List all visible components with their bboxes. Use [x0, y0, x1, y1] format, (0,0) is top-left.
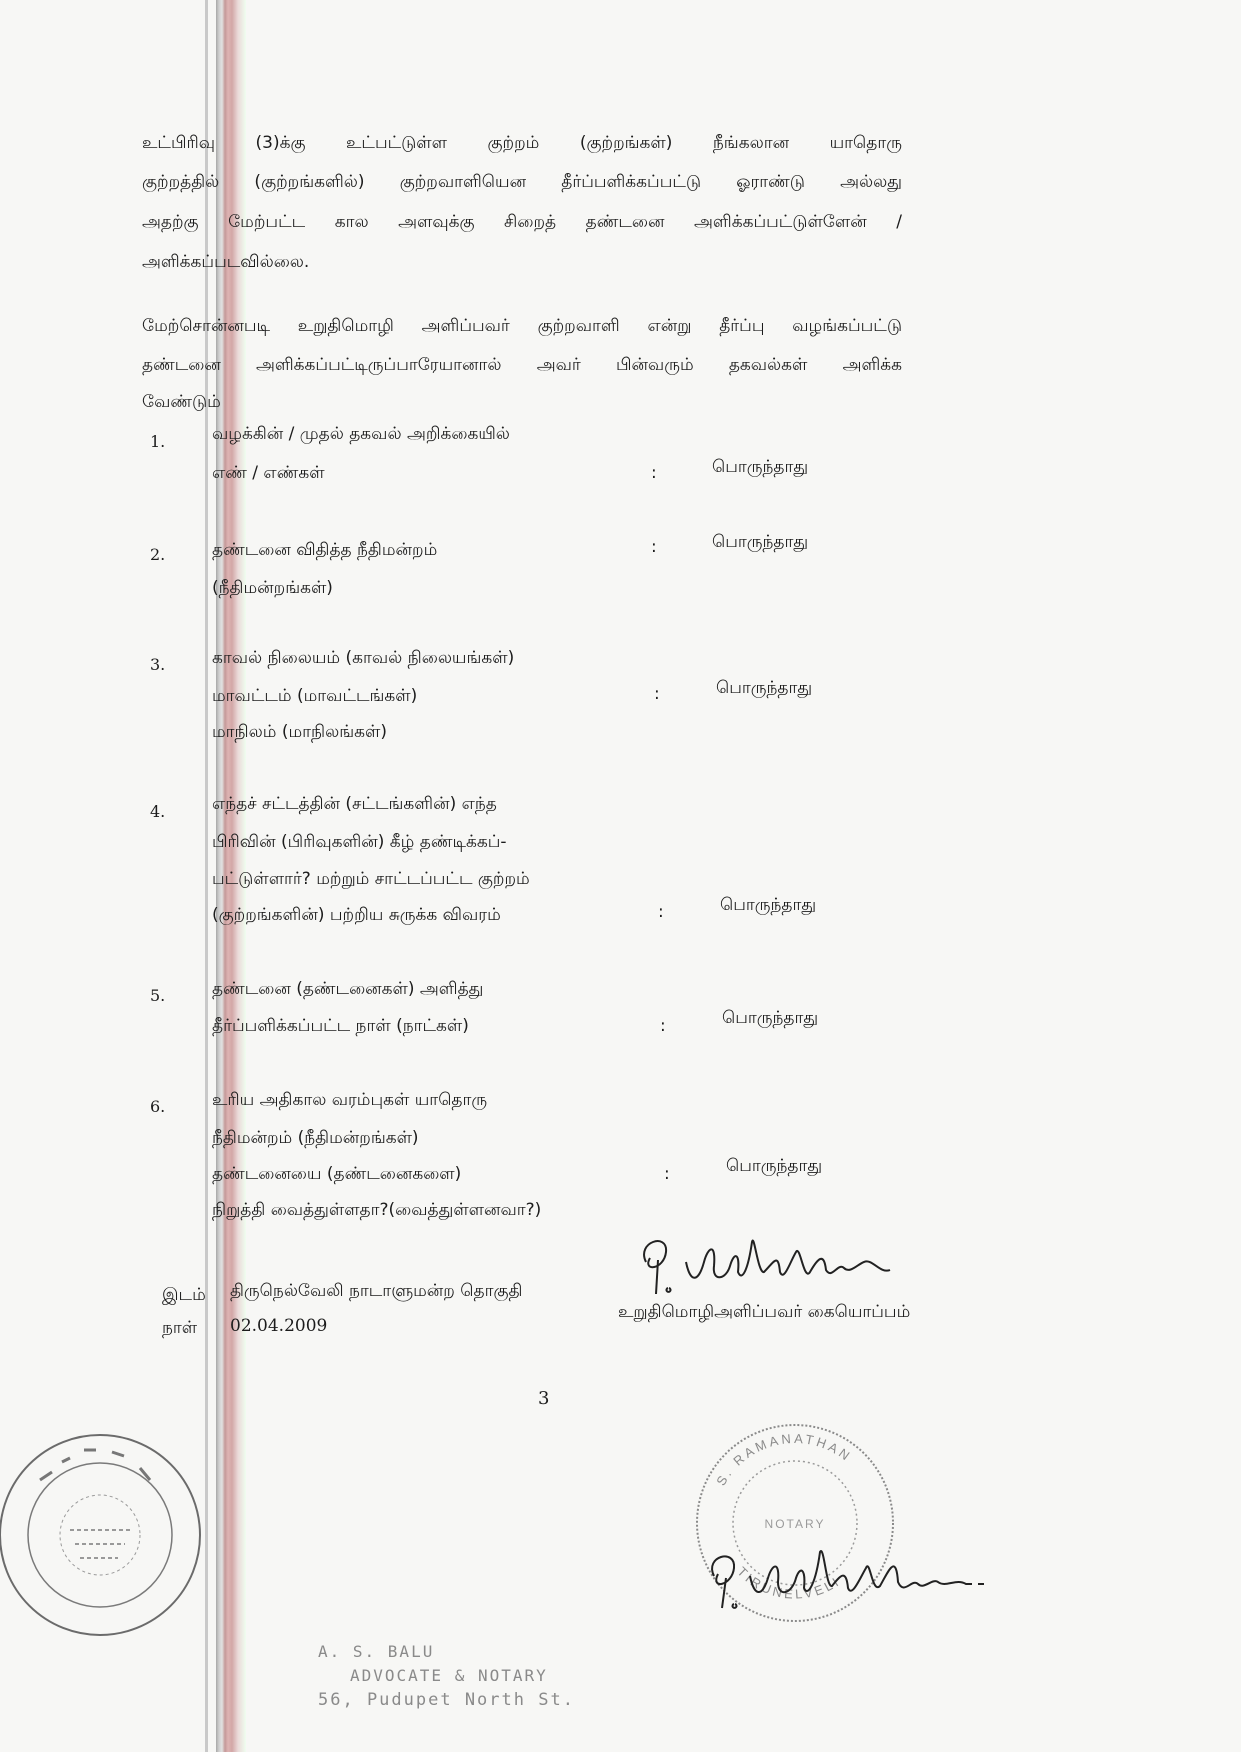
- place-label: இடம்: [162, 1285, 206, 1305]
- item-number: 1.: [150, 432, 166, 451]
- item-colon: :: [664, 1164, 670, 1184]
- para2-line-3: வேண்டும்: [142, 392, 221, 412]
- seal-top-text: S. RAMANATHAN: [713, 1430, 855, 1489]
- item-colon: :: [651, 537, 657, 557]
- footer-stamp-line-1: A. S. BALU: [318, 1642, 435, 1661]
- signature-scribble-2: [700, 1538, 1020, 1618]
- item-number: 6.: [150, 1097, 166, 1116]
- item-number: 4.: [150, 802, 166, 821]
- signature-caption: உறுதிமொழிஅளிப்பவர் கையொப்பம்: [618, 1302, 911, 1322]
- item-text: தண்டனை (தண்டனைகள்) அளித்து: [212, 979, 484, 999]
- item-text: நீதிமன்றம் (நீதிமன்றங்கள்): [212, 1128, 419, 1148]
- item-text: மாநிலம் (மாநிலங்கள்): [212, 722, 387, 742]
- place-value: திருநெல்வேலி நாடாளுமன்ற தொகுதி: [230, 1281, 523, 1301]
- item-text: உரிய அதிகால வரம்புகள் யாதொரு: [212, 1090, 488, 1110]
- intro-line-1: உட்பிரிவு (3)க்கு உட்பட்டுள்ள குற்றம் (குற்றங்கள்) நீங்கலான யாதொரு: [142, 133, 902, 153]
- seal-bottom-text: TIRUNELVELI: [734, 1563, 844, 1602]
- date-value: 02.04.2009: [230, 1316, 328, 1336]
- item-number: 2.: [150, 545, 166, 564]
- date-label: நாள்: [162, 1318, 198, 1338]
- item-text: தீர்ப்பளிக்கப்பட்ட நாள் (நாட்கள்): [212, 1016, 469, 1036]
- item-colon: :: [654, 684, 660, 704]
- para2-line-1: மேற்சொன்னபடி உறுதிமொழி அளிப்பவர் குற்றவாளி என்று தீர்ப்பு வழங்கப்பட்டு: [142, 316, 902, 336]
- item-text: தண்டனை விதித்த நீதிமன்றம்: [212, 540, 438, 560]
- item-text: (நீதிமன்றங்கள்): [212, 578, 333, 598]
- intro-line-4: அளிக்கப்படவில்லை.: [142, 252, 310, 272]
- item-text: நிறுத்தி வைத்துள்ளதா?(வைத்துள்ளனவா?): [212, 1200, 542, 1220]
- footer-stamp-line-3: 56, Pudupet North St.: [318, 1690, 575, 1710]
- item-text: எந்தச் சட்டத்தின் (சட்டங்களின்) எந்த: [212, 794, 497, 814]
- signature-scribble: [628, 1222, 948, 1302]
- footer-stamp-line-2: ADVOCATE & NOTARY: [350, 1666, 548, 1685]
- item-value: பொருந்தாது: [712, 457, 809, 477]
- item-value: பொருந்தாது: [716, 678, 813, 698]
- item-value: பொருந்தாது: [726, 1156, 823, 1176]
- item-text: எண் / எண்கள்: [212, 463, 325, 483]
- item-value: பொருந்தாது: [722, 1008, 819, 1028]
- item-number: 3.: [150, 655, 166, 674]
- intro-line-2: குற்றத்தில் (குற்றங்களில்) குற்றவாளியென தீர்ப்பளிக்கப்பட்டு ஓராண்டு அல்லது: [142, 172, 902, 192]
- item-colon: :: [660, 1016, 666, 1036]
- item-text: பட்டுள்ளார்? மற்றும் சாட்டப்பட்ட குற்றம்: [212, 869, 530, 889]
- seal-left: [0, 1420, 220, 1650]
- item-colon: :: [651, 463, 657, 483]
- item-value: பொருந்தாது: [720, 895, 817, 915]
- page-number: 3: [538, 1388, 550, 1409]
- seal-center-text: NOTARY: [764, 1517, 826, 1531]
- item-text: மாவட்டம் (மாவட்டங்கள்): [212, 686, 418, 706]
- item-colon: :: [658, 902, 664, 922]
- item-text: தண்டனையை (தண்டனைகளை): [212, 1164, 462, 1184]
- item-number: 5.: [150, 986, 166, 1005]
- item-value: பொருந்தாது: [712, 532, 809, 552]
- item-text: பிரிவின் (பிரிவுகளின்) கீழ் தண்டிக்கப்-: [212, 832, 507, 852]
- item-text: (குற்றங்களின்) பற்றிய சுருக்க விவரம்: [212, 905, 501, 925]
- para2-line-2: தண்டனை அளிக்கப்பட்டிருப்பாரேயானால் அவர் பின்வரும் தகவல்கள் அளிக்க: [142, 355, 902, 375]
- intro-line-3: அதற்கு மேற்பட்ட கால அளவுக்கு சிறைத் தண்டனை அளிக்கப்பட்டுள்ளேன் /: [142, 212, 902, 232]
- item-text: வழக்கின் / முதல் தகவல் அறிக்கையில்: [212, 424, 510, 444]
- item-text: காவல் நிலையம் (காவல் நிலையங்கள்): [212, 648, 515, 668]
